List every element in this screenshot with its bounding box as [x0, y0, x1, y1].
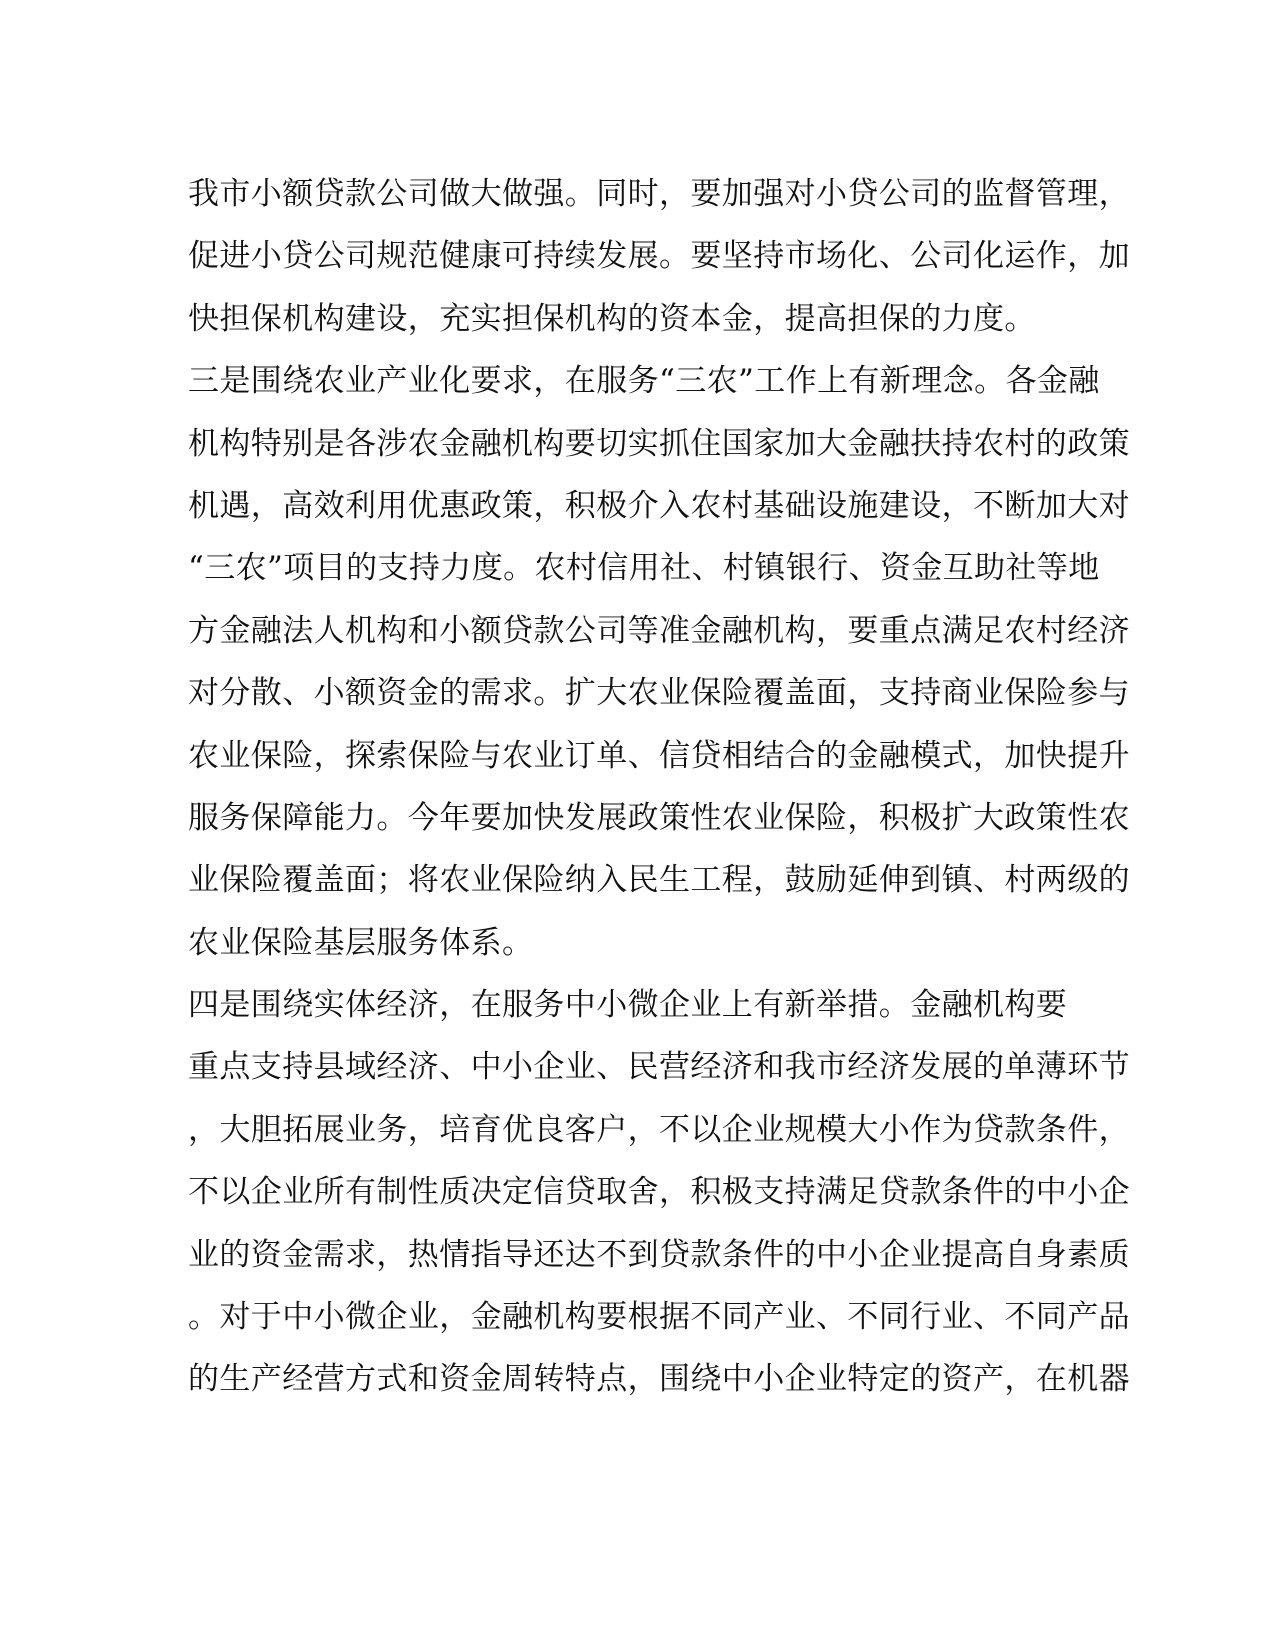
text-line: 四是围绕实体经济，在服务中小微企业上有新举措。金融机构要 [188, 987, 1068, 1024]
text-line: 业的资金需求，热情指导还达不到贷款条件的中小企业提高自身素质 [188, 1236, 1130, 1273]
text-line: 机遇，高效利用优惠政策，积极介入农村基础设施建设，不断加大对 [188, 487, 1130, 524]
text-line: 重点支持县域经济、中小企业、民营经济和我市经济发展的单薄环节 [188, 1049, 1130, 1086]
text-line: 快担保机构建设，充实担保机构的资本金，提高担保的力度。 [188, 300, 1036, 337]
text-line: 。对于中小微企业，金融机构要根据不同产业、不同行业、不同产品 [188, 1299, 1130, 1336]
text-line: 促进小贷公司规范健康可持续发展。要坚持市场化、公司化运作，加 [188, 238, 1130, 275]
text-line: ，大胆拓展业务，培育优良客户，不以企业规模大小作为贷款条件， [188, 1111, 1130, 1148]
text-line: 业保险覆盖面；将农业保险纳入民生工程，鼓励延伸到镇、村两级的 [188, 862, 1130, 899]
text-line: 农业保险基层服务体系。 [188, 924, 534, 961]
text-line: 机构特别是各涉农金融机构要切实抓住国家加大金融扶持农村的政策 [188, 425, 1130, 462]
text-line: 不以企业所有制性质决定信贷取舍，积极支持满足贷款条件的中小企 [188, 1174, 1130, 1211]
text-line: 我市小额贷款公司做大做强。同时，要加强对小贷公司的监督管理， [188, 176, 1130, 212]
text-line: 服务保障能力。今年要加快发展政策性农业保险，积极扩大政策性农 [188, 799, 1130, 836]
body-text [188, 163, 1130, 1411]
text-line: 对分散、小额资金的需求。扩大农业保险覆盖面，支持商业保险参与 [188, 675, 1130, 712]
text-line: “三农”项目的支持力度。农村信用社、村镇银行、资金互助社等地 [188, 550, 1100, 587]
text-line: 的生产经营方式和资金周转特点，围绕中小企业特定的资产，在机器 [188, 1361, 1130, 1398]
text-line: 方金融法人机构和小额贷款公司等准金融机构，要重点满足农村经济 [188, 612, 1130, 649]
text-line: 农业保险，探索保险与农业订单、信贷相结合的金融模式，加快提升 [188, 737, 1130, 774]
text-line: 三是围绕农业产业化要求，在服务“三农”工作上有新理念。各金融 [188, 363, 1100, 400]
